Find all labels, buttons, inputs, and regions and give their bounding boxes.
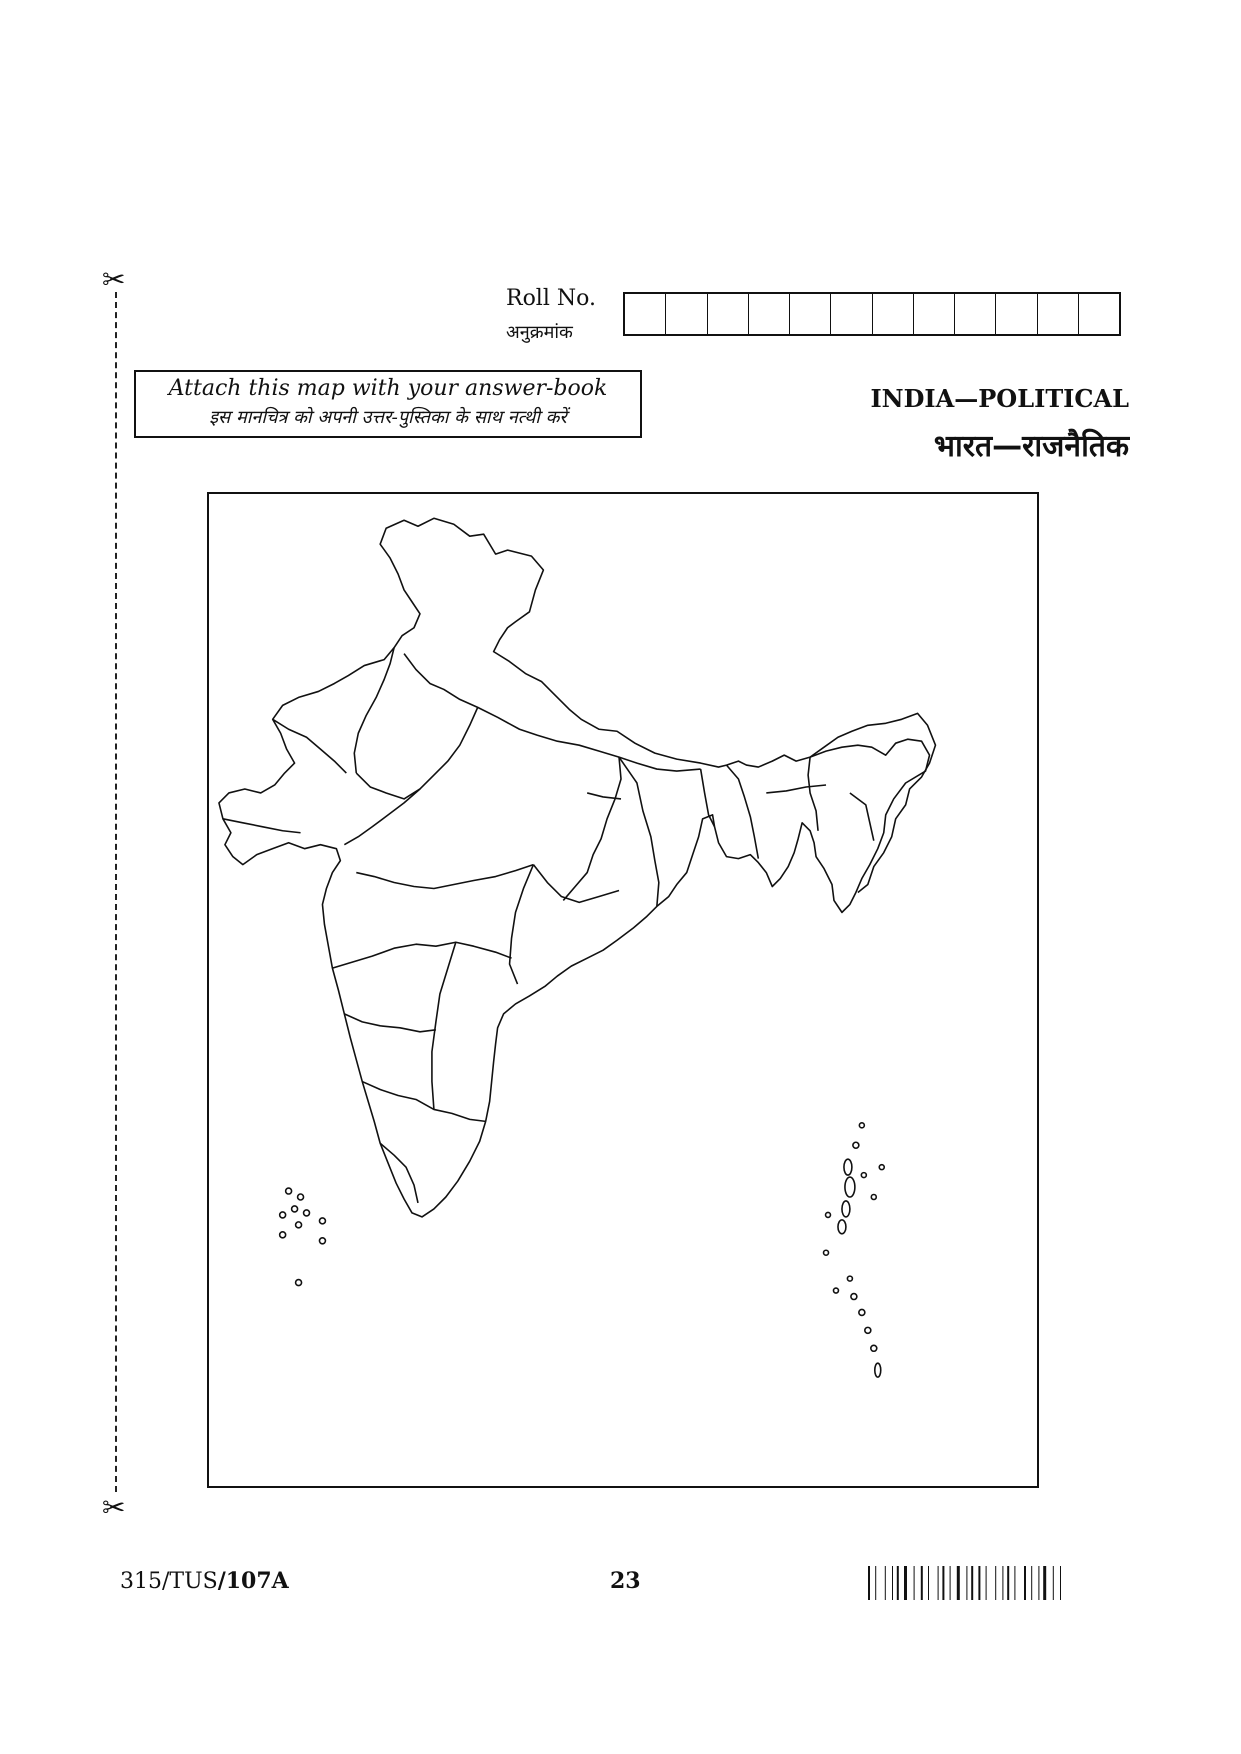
roll-number-box[interactable]	[831, 294, 872, 334]
cut-line	[115, 292, 117, 1492]
state-boundary	[380, 1143, 418, 1203]
code-prefix: 315/TUS	[120, 1569, 218, 1594]
roll-number-box[interactable]	[914, 294, 955, 334]
map-title-hindi: भारत—राजनैतिक	[933, 429, 1129, 464]
code-bold: /107A	[217, 1568, 289, 1594]
roll-number-box[interactable]	[873, 294, 914, 334]
attach-instruction-hindi: इस मानचित्र को अपनी उत्तर-पुस्तिका के साथ नत्थी करें	[209, 407, 567, 428]
state-boundary	[808, 757, 818, 831]
roll-number-box[interactable]	[790, 294, 831, 334]
barcode-icon	[868, 1566, 1126, 1600]
roll-number-label-hindi: अनुक्रमांक	[506, 322, 573, 343]
state-boundary	[510, 865, 534, 984]
roll-number-box[interactable]	[955, 294, 996, 334]
roll-number-box[interactable]	[1079, 294, 1119, 334]
andaman-nicobar-islands	[824, 1123, 885, 1377]
map-title-english: INDIA—POLITICAL	[870, 384, 1129, 413]
attach-instruction-box	[134, 370, 642, 438]
state-boundary	[533, 865, 619, 903]
state-boundary	[356, 865, 533, 889]
attach-instruction-english: Attach this map with your answer-book	[168, 376, 608, 401]
state-boundary	[362, 1082, 485, 1122]
roll-number-boxes[interactable]	[623, 292, 1121, 336]
state-boundary	[432, 942, 456, 1109]
map-frame	[207, 492, 1039, 1488]
state-boundary	[273, 719, 347, 773]
roll-number-box[interactable]	[749, 294, 790, 334]
state-boundary	[356, 773, 420, 799]
state-boundary	[332, 942, 511, 968]
scissors-icon-bottom: ✂	[102, 1491, 126, 1524]
lakshadweep-islands	[280, 1188, 326, 1286]
roll-number-label: Roll No.	[506, 286, 596, 311]
roll-number-box[interactable]	[708, 294, 749, 334]
state-boundary	[344, 707, 477, 844]
roll-number-box[interactable]	[1038, 294, 1079, 334]
roll-number-box[interactable]	[666, 294, 707, 334]
state-boundary	[850, 793, 874, 841]
question-paper-code	[120, 1568, 289, 1594]
india-outline-map	[209, 494, 1037, 1486]
state-boundary	[223, 819, 301, 833]
roll-number-box[interactable]	[996, 294, 1037, 334]
state-boundary	[766, 785, 826, 793]
state-boundary	[619, 757, 659, 906]
state-boundary	[354, 648, 394, 773]
state-boundary	[344, 1014, 436, 1032]
india-outer-boundary	[219, 518, 930, 1217]
page-number: 23	[610, 1568, 641, 1594]
state-boundary	[727, 765, 759, 859]
state-boundary	[563, 757, 621, 900]
scissors-icon-top: ✂	[102, 263, 126, 296]
roll-number-box[interactable]	[625, 294, 666, 334]
